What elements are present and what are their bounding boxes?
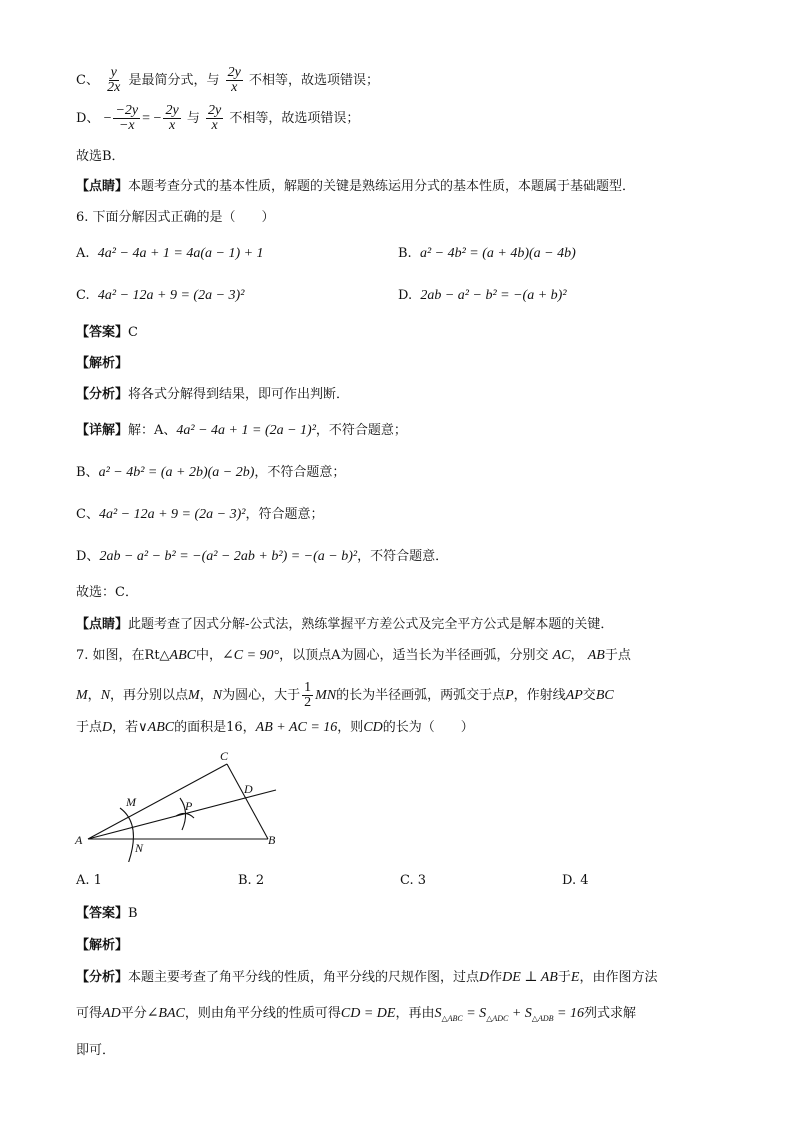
q6-option-d: D. 2ab − a² − b² = −(a + b)² xyxy=(398,288,567,303)
fraction: $\frac{y}{2x}$ xyxy=(107,65,121,95)
q6-answer: 【答案】C xyxy=(76,325,138,340)
triangle-diagram xyxy=(70,742,300,862)
q6-option-c: C. 4a² − 12a + 9 = (2a − 3)² xyxy=(76,288,245,303)
q7-stem-line2: M，N，再分别以点M，N为圆心，大于 $\frac{1}{2}$ MN的长为半径画弧，两弧交于点P，作射线AP交BC xyxy=(76,680,614,710)
q6-analysis-tag: 【解析】 xyxy=(76,356,129,371)
prev-option-c: C、 $\frac{y}{2x}$ 是最简分式，与 $\frac{2y}{x}$ 不相等，故选项错误； xyxy=(76,65,379,95)
q7-option-d: D. 4 xyxy=(562,873,589,888)
q6-select: 故选：C． xyxy=(76,585,138,600)
q7-option-c: C. 3 xyxy=(400,873,427,888)
q6-option-a: A. 4a² − 4a + 1 = 4a(a − 1) + 1 xyxy=(76,246,264,261)
fraction: $\frac{-2y}{-x}$ xyxy=(115,103,139,133)
q7-fenxi-line2: 可得AD平分∠BAC，则由角平分线的性质可得CD = DE，再由$S_{\triangle ABC} = S_{\triangle ADC} + S_{\triangle ADB} = 16$列式求解 xyxy=(76,1006,636,1023)
q7-analysis-tag: 【解析】 xyxy=(76,938,129,953)
label-n: N xyxy=(135,841,144,855)
select-b: 故选B． xyxy=(76,149,125,164)
q7-stem-line1: 7. 如图，在Rt△ABC中，∠C = 90°，以顶点A为圆心，适当长为半径画弧，分别交 AC， AB于点 xyxy=(76,648,631,663)
fraction: $\frac{2y}{x}$ xyxy=(165,103,179,133)
q6-comment: 【点睛】此题考查了因式分解-公式法，熟练掌握平方差公式及完全平方公式是解本题的关键． xyxy=(76,617,614,632)
q7-option-b: B. 2 xyxy=(238,873,265,888)
q6-option-b: B. a² − 4b² = (a + 4b)(a − 4b) xyxy=(398,246,576,261)
label-b: B xyxy=(268,833,276,847)
prev-option-d: D、 − $\frac{-2y}{-x}$ = − $\frac{2y}{x}$ 与 $\frac{2y}{x}$ 不相等，故选项错误； xyxy=(76,103,360,133)
fraction: $\frac{2y}{x}$ xyxy=(227,65,241,95)
ray-ap xyxy=(88,790,276,839)
label-p: P xyxy=(185,799,193,813)
q6-detail-a: 【详解】解：A、4a² − 4a + 1 = (2a − 1)²，不符合题意； xyxy=(76,423,407,438)
comment-1: 【点睛】本题考查分式的基本性质，解题的关键是熟练运用分式的基本性质，本题属于基础题型． xyxy=(76,179,636,194)
label-d: D xyxy=(244,782,253,796)
q7-option-a: A. 1 xyxy=(76,873,102,888)
q7-fenxi-line1: 【分析】本题主要考查了角平分线的性质，角平分线的尺规作图，过点D作DE ⊥ AB于E，由作图方法 xyxy=(76,970,658,985)
label-a: A xyxy=(75,833,83,847)
q7-fenxi-line3: 即可． xyxy=(76,1043,116,1058)
label-c: C xyxy=(220,749,229,763)
side-ac xyxy=(88,764,227,839)
q7-stem-line3: 于点D，若∨ABC的面积是16，AB + AC = 16，则CD的长为（ ） xyxy=(76,720,474,735)
q6-detail-d: D、2ab − a² − b² = −(a² − 2ab + b²) = −(a − b)²，不符合题意． xyxy=(76,549,449,564)
q6-detail-b: B、a² − 4b² = (a + 2b)(a − 2b)，不符合题意； xyxy=(76,465,346,480)
fraction: $\frac{2y}{x}$ xyxy=(207,103,222,133)
label-m: M xyxy=(126,795,136,809)
q7-answer: 【答案】B xyxy=(76,906,138,921)
q6-fenxi: 【分析】将各式分解得到结果，即可作出判断． xyxy=(76,387,350,402)
q6-stem: 6. 下面分解因式正确的是（ ） xyxy=(76,210,275,225)
q6-detail-c: C、4a² − 12a + 9 = (2a − 3)²，符合题意； xyxy=(76,507,324,522)
